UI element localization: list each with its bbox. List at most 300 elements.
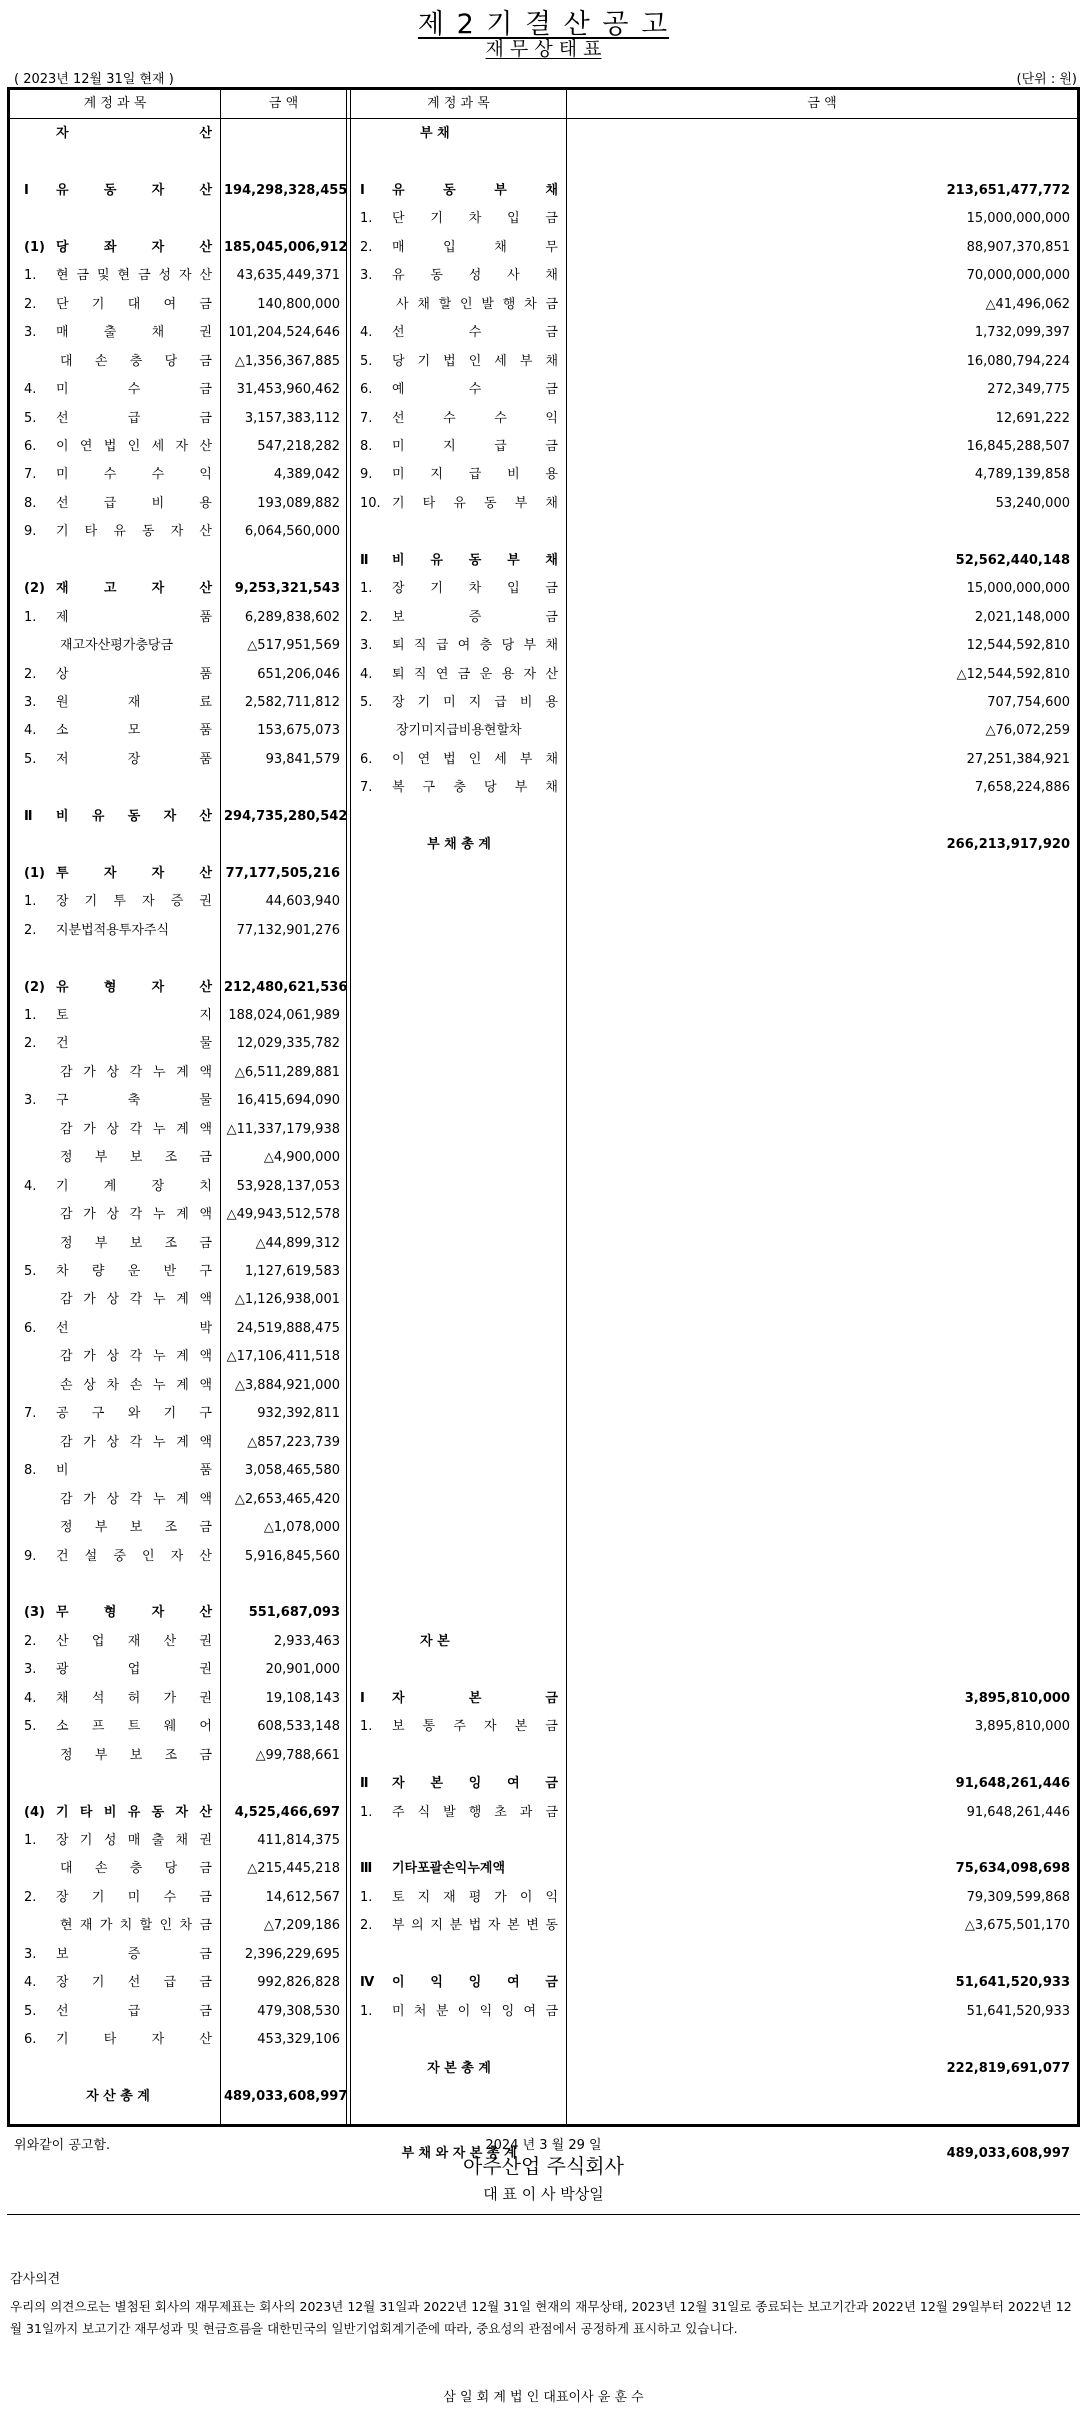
amount-cell: 489,033,608,997: [946, 2145, 1070, 2161]
amount-cell: 16,415,694,090: [236, 1093, 340, 1109]
account-row: [360, 490, 558, 518]
date-label: ( 2023년 12월 31일 현재 ): [14, 72, 174, 87]
account-label: 손 상 차 손 누 계 액: [60, 1377, 212, 1393]
account-label: 제 품: [56, 609, 212, 625]
account-label: 매 입 채 무: [392, 239, 558, 255]
account-row: [24, 632, 212, 660]
amount-cell: 3,058,465,580: [244, 1463, 340, 1479]
account-index: 5.: [24, 410, 37, 426]
account-row: [360, 774, 558, 802]
amount-cell: 213,651,477,772: [946, 182, 1070, 198]
account-row: [24, 917, 212, 945]
amount-cell: 12,544,592,810: [966, 638, 1070, 654]
account-row: [24, 1912, 212, 1940]
account-row: [24, 1941, 212, 1969]
account-row: [24, 1002, 212, 1030]
account-index: (1): [24, 239, 45, 255]
amount-cell: △76,072,259: [985, 723, 1070, 739]
account-label: 재 고 자 산: [56, 581, 212, 597]
account-label: 선 박: [56, 1320, 212, 1336]
account-index: Ⅲ: [360, 1861, 373, 1877]
account-index: Ⅱ: [360, 1776, 369, 1792]
account-label: 감 가 상 각 누 계 액: [60, 1121, 212, 1137]
account-index: [24, 1286, 50, 1314]
account-label: 장 기 투 자 증 권: [56, 894, 212, 910]
total-label: 자 본 총 계: [427, 2060, 491, 2076]
opinion-title: 감사의견: [10, 2272, 61, 2287]
account-label: 미 수 수 익: [56, 467, 212, 483]
account-row: [24, 1514, 212, 1542]
amount-cell: 75,634,098,698: [955, 1861, 1070, 1877]
account-label: 산 업 재 산 권: [56, 1633, 212, 1649]
account-row: [360, 717, 558, 745]
account-index: 3.: [360, 638, 373, 654]
amount-cell: 608,533,148: [257, 1719, 340, 1735]
account-index: [24, 348, 50, 376]
account-index: 8.: [24, 1463, 37, 1479]
opinion-text: 우리의 의견으로는 별첨된 회사의 재무제표는 회사의 2023년 12월 31일과 2022년 12월 31일 현재의 재무상태, 2023년 12월 31일로 종료되는 보고기간과 2022년 12월 29일부터 2022년 12월 31일까지 보고기간 재무성과 및 현금흐름을 대한민국의 일반기업회계기준에 따라, 중요성의 관점에서 공정하게 표시하고 있습니다.: [10, 2299, 1072, 2336]
account-index: 3.: [24, 325, 37, 341]
total-label: 자 산 총 계: [86, 2089, 150, 2105]
amount-cell: △3,884,921,000: [234, 1377, 340, 1393]
amount-cell: 1,732,099,397: [974, 325, 1070, 341]
account-label: 유 형 자 산: [56, 979, 212, 995]
account-row: [360, 234, 558, 262]
section-heading: 부 채: [420, 126, 450, 141]
account-row: [24, 1372, 212, 1400]
account-row: [24, 1144, 212, 1172]
account-label: 채 석 허 가 권: [56, 1690, 212, 1706]
amount-cell: △1,126,938,001: [234, 1292, 340, 1308]
account-label: 현 재 가 치 할 인 차 금: [60, 1918, 212, 1934]
account-row: [360, 262, 558, 290]
account-row: [360, 461, 558, 489]
amount-cell: 27,251,384,921: [966, 751, 1070, 767]
amount-cell: 12,029,335,782: [236, 1036, 340, 1052]
account-row: [24, 1087, 212, 1115]
account-index: 6.: [24, 1320, 37, 1336]
account-label: 유 동 부 채: [392, 182, 558, 198]
account-index: 1.: [360, 1719, 373, 1735]
account-index: (2): [24, 581, 45, 597]
account-label: 구 축 물: [56, 1093, 212, 1109]
right-amount-header: 금 액: [807, 96, 837, 111]
section-heading: 자 본: [420, 1633, 450, 1649]
account-row: [24, 1884, 212, 1912]
account-row: [24, 803, 212, 831]
left-account-header: 계 정 과 목: [83, 96, 147, 111]
account-label: 비 품: [56, 1463, 212, 1479]
account-label: 대 손 충 당 금: [60, 353, 212, 369]
account-index: 8.: [360, 438, 373, 454]
account-row: [24, 376, 212, 404]
account-row: [24, 2026, 212, 2054]
amount-cell: 5,916,845,560: [244, 1548, 340, 1564]
amount-cell: 6,289,838,602: [244, 609, 340, 625]
amount-cell: 91,648,261,446: [955, 1776, 1070, 1792]
account-index: 5.: [24, 751, 37, 767]
amount-cell: 272,349,775: [987, 382, 1070, 398]
account-label: 자 본 잉 여 금: [392, 1776, 558, 1792]
amount-cell: 44,603,940: [265, 894, 340, 910]
account-label: 저 장 품: [56, 751, 212, 767]
amount-cell: 194,298,328,455: [224, 182, 348, 198]
amount-cell: 1,127,619,583: [244, 1264, 340, 1279]
amount-cell: 4,789,139,858: [974, 467, 1070, 483]
account-index: 2.: [24, 1633, 37, 1649]
account-label: 투 자 자 산: [56, 865, 212, 881]
account-index: [24, 1116, 50, 1144]
account-label: 미 수 금: [56, 382, 212, 398]
amount-cell: 88,907,370,851: [966, 239, 1070, 255]
account-label: 감 가 상 각 누 계 액: [60, 1349, 212, 1365]
account-row: [24, 1998, 212, 2026]
account-index: Ⅰ: [24, 182, 29, 198]
account-index: 5.: [360, 353, 373, 369]
amount-cell: △6,511,289,881: [234, 1064, 340, 1080]
account-label: 재고자산평가충당금: [60, 638, 174, 654]
account-label: 선 급 금: [56, 2003, 212, 2019]
account-index: 3.: [360, 268, 373, 284]
account-index: [24, 120, 46, 148]
account-label: 감 가 상 각 누 계 액: [60, 1491, 212, 1507]
account-index: [360, 291, 386, 319]
account-index: 6.: [24, 438, 37, 454]
account-row: [24, 120, 212, 148]
account-row: [24, 888, 212, 916]
amount-cell: △1,078,000: [263, 1520, 340, 1536]
account-index: 1.: [24, 1833, 37, 1848]
account-index: (1): [24, 865, 45, 881]
account-label: 현 금 및 현 금 성 자 산: [56, 268, 212, 284]
account-row: [24, 1799, 212, 1827]
account-row: [24, 433, 212, 461]
amount-cell: 43,635,449,371: [236, 268, 340, 284]
account-row: [24, 1315, 212, 1343]
account-index: 5.: [24, 1264, 37, 1279]
amount-cell: 12,691,222: [995, 410, 1070, 426]
left-amount-header: 금 액: [268, 96, 299, 111]
amount-cell: △4,900,000: [263, 1150, 340, 1166]
account-row: [24, 575, 212, 603]
column-divider: [220, 90, 221, 2124]
account-label: 보 통 주 자 본 금: [392, 1719, 558, 1735]
account-row: [24, 1429, 212, 1457]
account-label: 대 손 충 당 금: [60, 1861, 212, 1877]
amount-cell: 70,000,000,000: [966, 268, 1070, 284]
amount-cell: △17,106,411,518: [226, 1349, 340, 1365]
auditor-signature: 삼 일 회 계 법 인 대표이사 윤 훈 수: [443, 2390, 644, 2405]
account-label: 소 프 트 웨 어: [56, 1719, 212, 1735]
account-label: 감 가 상 각 누 계 액: [60, 1434, 212, 1450]
amount-cell: 9,253,321,543: [234, 581, 340, 597]
account-row: [24, 604, 212, 632]
account-index: 2.: [360, 1918, 373, 1934]
account-row: [24, 1030, 212, 1058]
account-row: [24, 689, 212, 717]
account-label: 이 연 법 인 세 부 채: [392, 751, 558, 767]
account-label: 무 형 자 산: [56, 1605, 212, 1621]
account-row: [360, 319, 558, 347]
account-row: [24, 1713, 212, 1741]
account-label: 선 급 비 용: [56, 495, 212, 511]
account-row: [360, 1855, 558, 1883]
account-row: [360, 632, 558, 660]
account-index: 2.: [360, 609, 373, 625]
account-row: [24, 262, 212, 290]
account-index: 2.: [24, 922, 37, 938]
account-index: Ⅳ: [360, 1975, 375, 1991]
account-label: 상 품: [56, 666, 212, 682]
account-index: [360, 717, 386, 745]
center-double-divider: [346, 90, 351, 2124]
account-row: [24, 490, 212, 518]
amount-cell: 3,157,383,112: [244, 410, 340, 426]
amount-cell: 14,612,567: [265, 1889, 340, 1905]
account-index: 2.: [24, 1036, 37, 1052]
account-label: 차 량 운 반 구: [56, 1264, 212, 1279]
account-label: 당 기 법 인 세 부 채: [392, 353, 558, 369]
account-index: Ⅰ: [360, 182, 365, 198]
account-label: 기타포괄손익누계액: [392, 1861, 506, 1877]
amount-cell: [224, 120, 340, 148]
account-row: [24, 1827, 212, 1855]
account-index: [24, 1230, 50, 1258]
account-row: [360, 1884, 558, 1912]
account-index: 5.: [24, 2003, 37, 2019]
account-label: 퇴 직 급 여 충 당 부 채: [392, 638, 558, 654]
account-index: (4): [24, 1804, 45, 1820]
amount-cell: 19,108,143: [265, 1690, 340, 1706]
amount-cell: △11,337,179,938: [226, 1121, 340, 1137]
amount-cell: 2,396,229,695: [244, 1946, 340, 1962]
amount-cell: △3,675,501,170: [964, 1918, 1070, 1934]
amount-cell: △41,496,062: [985, 296, 1070, 312]
amount-cell: 222,819,691,077: [946, 2060, 1070, 2076]
amount-cell: 79,309,599,868: [966, 1889, 1070, 1905]
account-index: 9.: [360, 467, 373, 483]
account-index: 5.: [24, 1719, 37, 1735]
amount-cell: △857,223,739: [247, 1434, 340, 1450]
account-row: [360, 205, 558, 233]
account-label: 이 연 법 인 세 자 산: [56, 438, 212, 454]
account-label: 유 동 성 사 채: [392, 268, 558, 284]
account-index: 1.: [24, 894, 37, 910]
account-index: [24, 1372, 50, 1400]
account-label: 토 지 재 평 가 이 익: [392, 1889, 558, 1905]
account-label: 주 식 발 행 초 과 금: [392, 1804, 558, 1820]
account-index: 6.: [360, 751, 373, 767]
account-row: [24, 518, 212, 546]
account-row: [24, 1457, 212, 1485]
account-label: 지분법적용투자주식: [56, 922, 170, 938]
account-row: [360, 689, 558, 717]
amount-cell: 547,218,282: [257, 438, 340, 454]
account-row: [360, 1713, 558, 1741]
account-index: 1.: [24, 1007, 37, 1023]
account-index: Ⅱ: [360, 552, 369, 568]
account-row: [24, 348, 212, 376]
account-label: 보 증 금: [56, 1946, 212, 1962]
account-label: 비 유 동 자 산: [56, 808, 212, 824]
account-label: 감 가 상 각 누 계 액: [60, 1064, 212, 1080]
account-row: [24, 1258, 212, 1286]
amount-cell: 77,177,505,216: [225, 865, 340, 881]
account-index: 3.: [24, 1946, 37, 1962]
amount-cell: 77,132,901,276: [236, 922, 340, 938]
account-index: [24, 1912, 50, 1940]
account-index: Ⅱ: [24, 808, 33, 824]
account-index: [24, 1201, 50, 1229]
amount-cell: 31,453,960,462: [236, 382, 340, 398]
account-row: [360, 1998, 558, 2026]
amount-cell: 140,800,000: [257, 296, 340, 312]
amount-cell: 53,240,000: [995, 495, 1070, 511]
account-label: 건 설 중 인 자 산: [56, 1548, 212, 1564]
account-index: Ⅰ: [360, 1690, 365, 1706]
account-row: [360, 1799, 558, 1827]
account-index: 4.: [24, 382, 37, 398]
amount-cell: △12,544,592,810: [956, 666, 1070, 682]
account-label: 장 기 차 입 금: [392, 581, 558, 597]
amount-cell: [570, 1628, 1070, 1656]
account-label: 부 의 지 분 법 자 본 변 동: [392, 1918, 558, 1934]
account-row: [24, 974, 212, 1002]
amount-cell: 24,519,888,475: [236, 1320, 340, 1336]
amount-cell: 2,021,148,000: [974, 609, 1070, 625]
right-account-header: 계 정 과 목: [427, 96, 490, 111]
account-index: 7.: [360, 410, 373, 426]
amount-cell: 91,648,261,446: [966, 1804, 1070, 1820]
amount-cell: 2,933,463: [273, 1633, 340, 1649]
amount-cell: 294,735,280,542: [224, 808, 348, 824]
account-index: 1.: [360, 211, 373, 227]
account-label: 공 구 와 기 구: [56, 1406, 212, 1422]
account-row: [24, 1486, 212, 1514]
account-label: 이 익 잉 여 금: [392, 1975, 558, 1991]
account-index: [24, 1855, 50, 1883]
account-row: [24, 1855, 212, 1883]
account-index: [24, 1486, 50, 1514]
account-index: 2.: [24, 666, 37, 682]
account-index: 9.: [24, 1548, 37, 1564]
account-row: [360, 1685, 558, 1713]
account-index: 1.: [360, 1804, 373, 1820]
account-row: [24, 1201, 212, 1229]
account-index: 6.: [360, 382, 373, 398]
account-index: 3.: [24, 1662, 37, 1678]
account-index: 7.: [24, 467, 37, 483]
account-row: [24, 234, 212, 262]
account-label: 장기미지급비용현할차: [396, 723, 522, 739]
amount-cell: △44,899,312: [255, 1235, 340, 1251]
account-label: 광 업 권: [56, 1662, 212, 1678]
account-label: 소 모 품: [56, 723, 212, 739]
account-index: 4.: [360, 666, 373, 682]
account-label: 미 처 분 이 익 잉 여 금: [392, 2003, 558, 2019]
account-label: 정 부 보 조 금: [60, 1747, 212, 1763]
account-label: 장 기 선 급 금: [56, 1975, 212, 1991]
account-row: [24, 177, 212, 205]
account-row: [24, 291, 212, 319]
account-index: 4.: [24, 1690, 37, 1706]
amount-cell: 266,213,917,920: [946, 837, 1070, 853]
amount-cell: 992,826,828: [257, 1975, 340, 1991]
account-label: 기 타 유 동 부 채: [392, 495, 558, 511]
account-index: 1.: [360, 1889, 373, 1905]
account-label: 기 타 자 산: [56, 2032, 212, 2048]
account-index: 5.: [360, 695, 373, 710]
account-row: [360, 575, 558, 603]
announce-date: 2024 년 3 월 29 일: [485, 2138, 602, 2153]
amount-cell: 489,033,608,997: [224, 2089, 348, 2105]
amount-cell: △517,951,569: [247, 638, 340, 654]
amount-cell: △7,209,186: [263, 1918, 340, 1934]
account-index: [24, 1144, 50, 1172]
account-row: [24, 1685, 212, 1713]
account-index: 2.: [24, 1889, 37, 1905]
amount-cell: 16,080,794,224: [966, 353, 1070, 369]
account-row: [24, 1742, 212, 1770]
account-label: 선 수 수 익: [392, 410, 558, 426]
company-name: 아주산업 주식회사: [463, 2154, 624, 2178]
account-index: 1.: [24, 609, 37, 625]
account-label: 자 산: [56, 126, 212, 141]
account-row: [24, 405, 212, 433]
account-row: [360, 376, 558, 404]
amount-cell: 707,754,600: [987, 695, 1070, 710]
amount-cell: △2,653,465,420: [234, 1491, 340, 1507]
account-label: 감 가 상 각 누 계 액: [60, 1292, 212, 1308]
account-label: 선 수 금: [392, 325, 558, 341]
amount-cell: 411,814,375: [257, 1833, 340, 1848]
account-index: 10.: [360, 495, 381, 511]
account-label: 선 급 금: [56, 410, 212, 426]
account-index: 3.: [24, 695, 37, 710]
account-row: [24, 1969, 212, 1997]
account-label: 감 가 상 각 누 계 액: [60, 1207, 212, 1223]
account-row: [360, 1912, 558, 1940]
amount-cell: 185,045,006,912: [224, 239, 348, 255]
account-label: 미 지 급 금: [392, 438, 558, 454]
amount-cell: △1,356,367,885: [234, 353, 340, 369]
account-row: [24, 1116, 212, 1144]
amount-cell: 651,206,046: [257, 666, 340, 682]
account-label: 기 타 비 유 동 자 산: [56, 1804, 212, 1820]
amount-cell: 153,675,073: [257, 723, 340, 739]
account-row: [24, 1173, 212, 1201]
account-row: [24, 1230, 212, 1258]
account-row: [24, 1400, 212, 1428]
account-index: [24, 1059, 50, 1087]
account-row: [24, 860, 212, 888]
account-row: [360, 1770, 558, 1798]
account-label: 미 지 급 비 용: [392, 467, 558, 483]
account-label: 당 좌 자 산: [56, 239, 212, 255]
account-label: 단 기 대 여 금: [56, 296, 212, 312]
amount-cell: 3,895,810,000: [974, 1719, 1070, 1735]
amount-cell: 188,024,061,989: [228, 1007, 340, 1023]
account-label: 기 계 장 치: [56, 1178, 212, 1194]
amount-cell: 3,895,810,000: [964, 1690, 1070, 1706]
account-label: 복 구 충 당 부 채: [392, 780, 558, 796]
account-label: 보 증 금: [392, 609, 558, 625]
account-label: 토 지: [56, 1007, 212, 1023]
account-label: 장 기 성 매 출 채 권: [56, 1833, 212, 1848]
account-index: 1.: [360, 581, 373, 597]
footer-divider: [7, 2214, 1080, 2215]
amount-cell: 453,329,106: [257, 2032, 340, 2048]
